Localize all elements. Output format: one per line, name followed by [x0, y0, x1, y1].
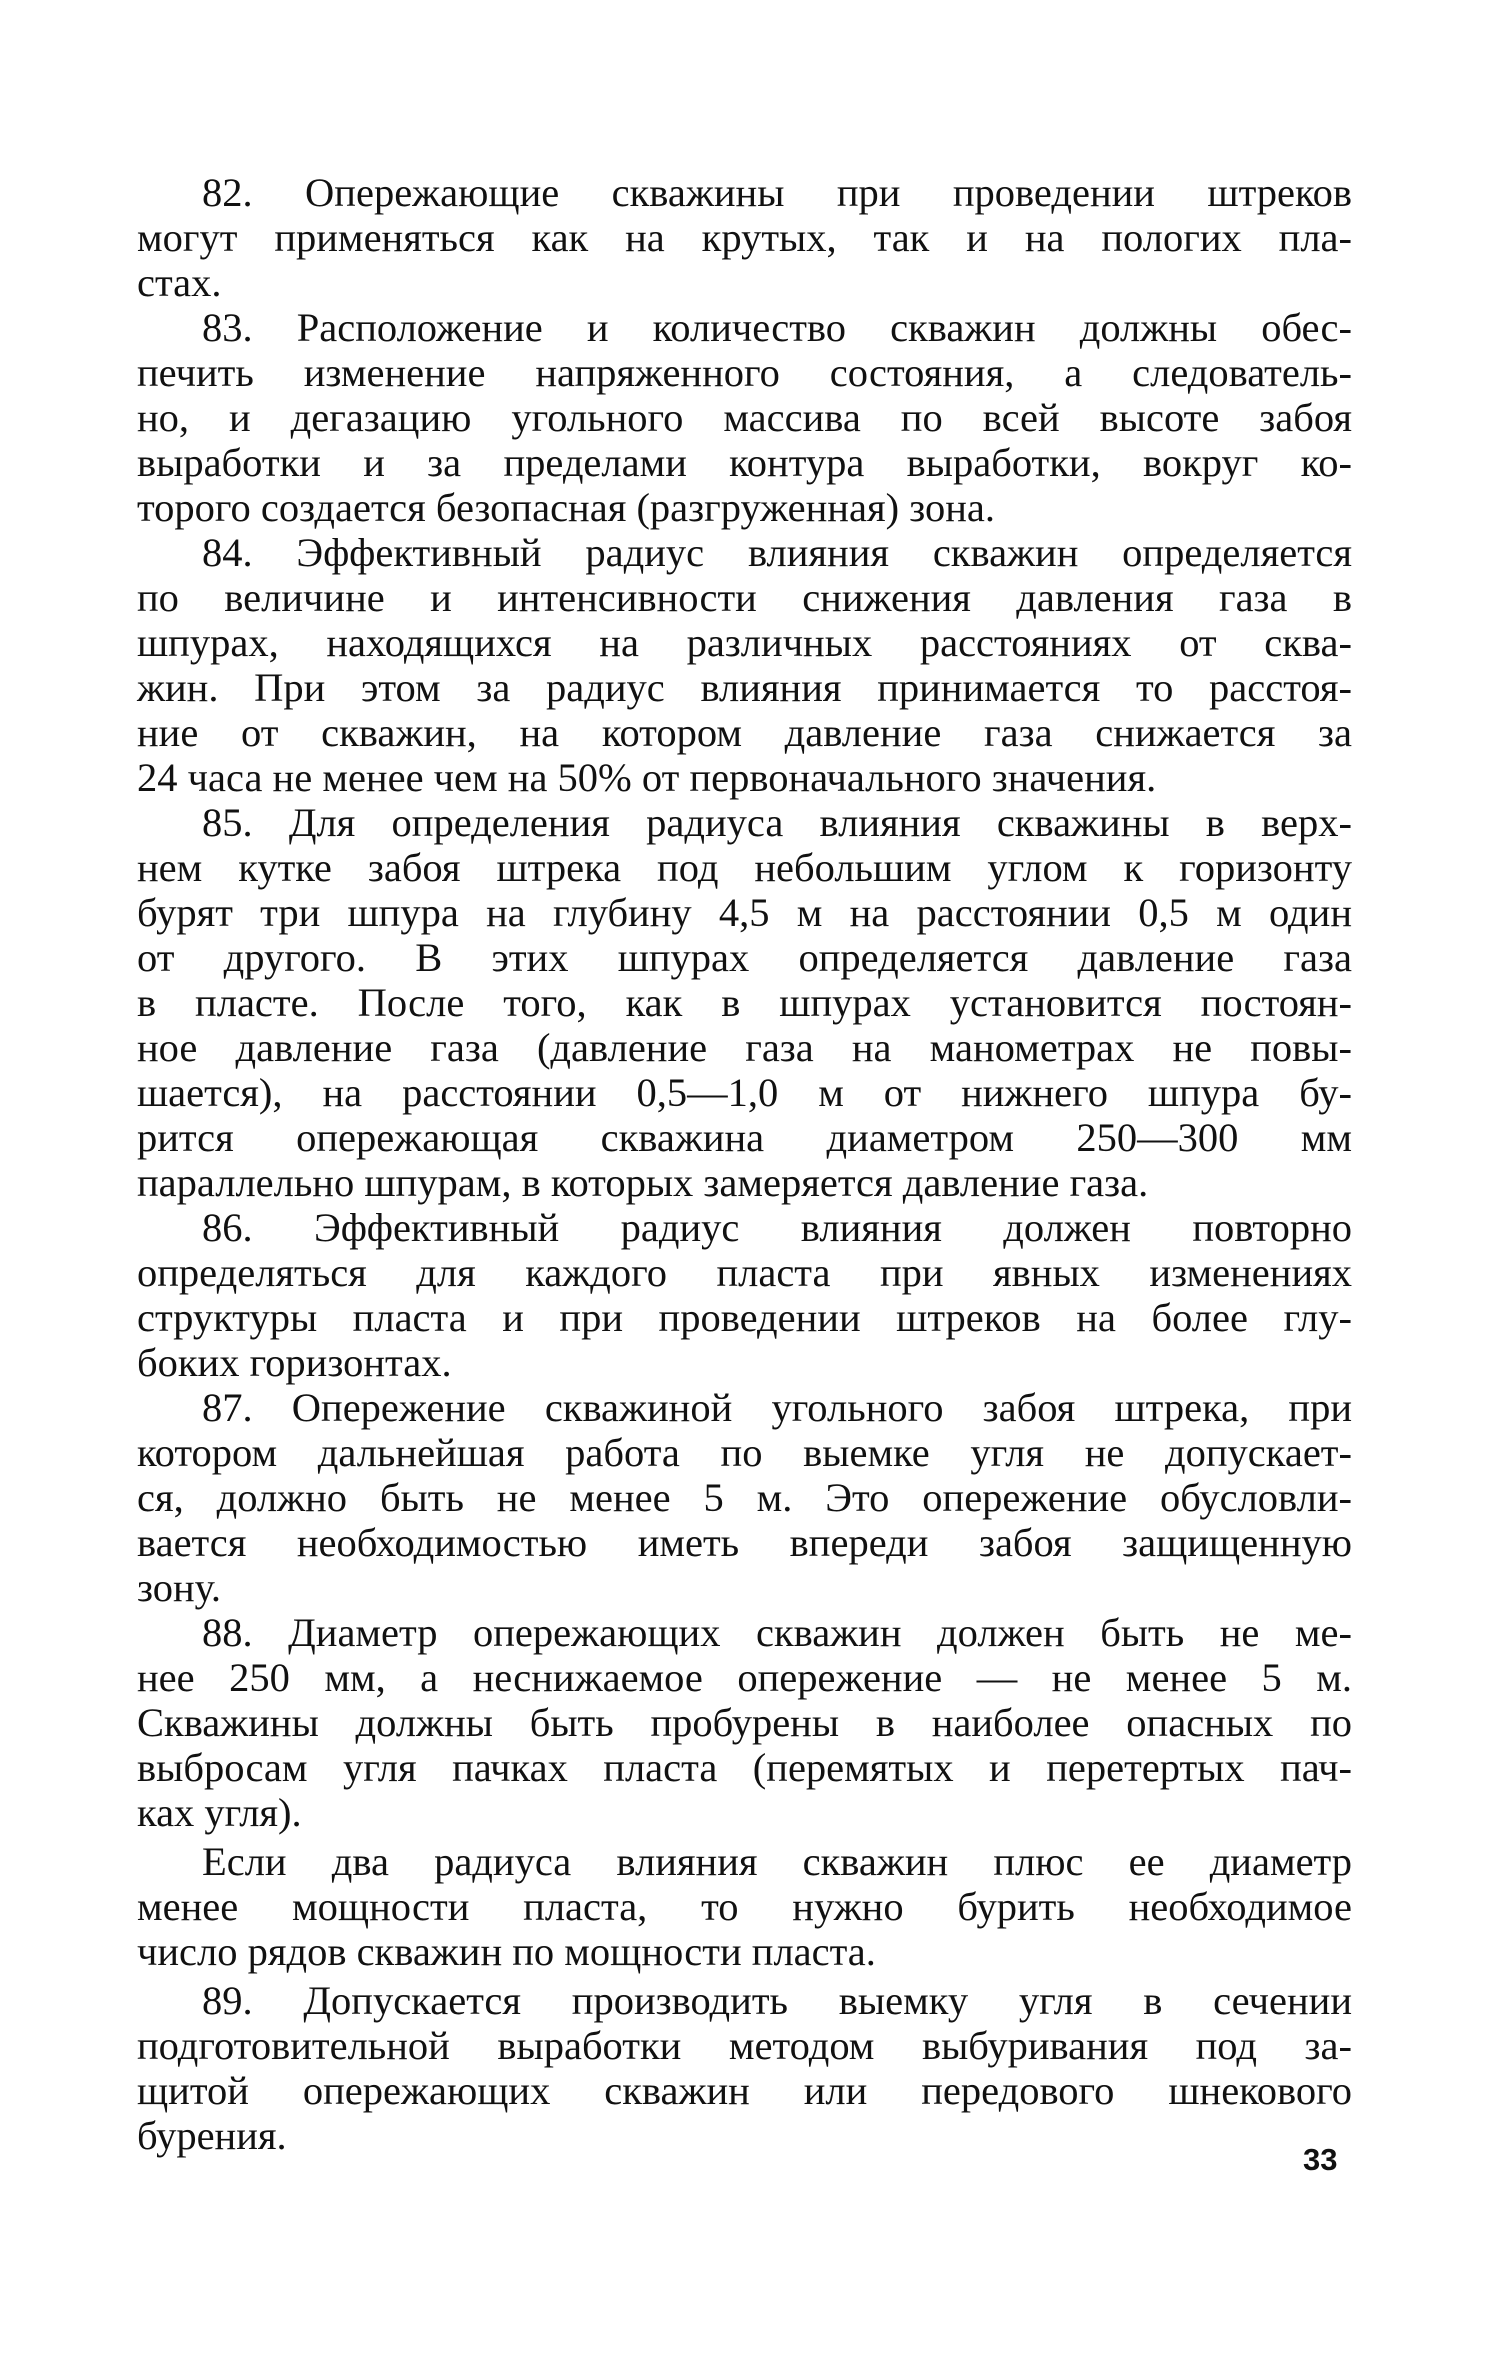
text-line: нем кутке забоя штрека под небольшим углом к горизонту — [137, 845, 1352, 890]
text-line: шпурах, находящихся на различных расстояниях от сква- — [137, 620, 1352, 665]
text-line: ках угля). — [137, 1790, 302, 1835]
text-line: ное давление газа (давление газа на манометрах не повы- — [137, 1025, 1352, 1070]
text-line: ние от скважин, на котором давление газа снижается за — [137, 710, 1352, 755]
text-line: 89. Допускается производить выемку угля в сечении — [202, 1978, 1352, 2023]
text-line: могут применяться как на крутых, так и на пологих пла- — [137, 215, 1352, 260]
paragraph-88-continued — [137, 1839, 1352, 1974]
text-line: 24 часа не менее чем на 50% от первоначального значения. — [137, 755, 1157, 800]
text-line: менее мощности пласта, то нужно бурить необходимое — [137, 1884, 1352, 1929]
text-line: Если два радиуса влияния скважин плюс ее диаметр — [202, 1839, 1352, 1884]
text-line: но, и дегазацию угольного массива по всей высоте забоя — [137, 395, 1352, 440]
text-line: печить изменение напряженного состояния, а следователь- — [137, 350, 1352, 395]
text-line: ся, должно быть не менее 5 м. Это опережение обусловли- — [137, 1475, 1352, 1520]
text-line: 88. Диаметр опережающих скважин должен быть не ме- — [202, 1610, 1352, 1655]
text-line: 85. Для определения радиуса влияния скважины в верх- — [202, 800, 1352, 845]
text-line: структуры пласта и при проведении штреков на более глу- — [137, 1295, 1352, 1340]
text-line: подготовительной выработки методом выбуривания под за- — [137, 2023, 1352, 2068]
text-line: боких горизонтах. — [137, 1340, 452, 1385]
paragraph-88 — [137, 1610, 1352, 1835]
text-line: Скважины должны быть пробурены в наиболее опасных по — [137, 1700, 1352, 1745]
paragraph-82 — [137, 170, 1352, 305]
text-line: в пласте. После того, как в шпурах установится постоян- — [137, 980, 1352, 1025]
text-line: по величине и интенсивности снижения давления газа в — [137, 575, 1352, 620]
text-line: определяться для каждого пласта при явных изменениях — [137, 1250, 1352, 1295]
paragraph-85 — [137, 800, 1352, 1205]
paragraph-87 — [137, 1385, 1352, 1610]
paragraph-84 — [137, 530, 1352, 800]
text-line: 86. Эффективный радиус влияния должен повторно — [202, 1205, 1352, 1250]
text-line: параллельно шпурам, в которых замеряется давление газа. — [137, 1160, 1149, 1205]
paragraph-89 — [137, 1978, 1352, 2158]
text-line: 84. Эффективный радиус влияния скважин определяется — [202, 530, 1352, 575]
text-line: стах. — [137, 260, 222, 305]
text-line: 82. Опережающие скважины при проведении штреков — [202, 170, 1352, 215]
text-line: выработки и за пределами контура выработки, вокруг ко- — [137, 440, 1352, 485]
text-line: бурения. — [137, 2113, 287, 2158]
text-line: от другого. В этих шпурах определяется давление газа — [137, 935, 1352, 980]
page-number: 33 — [1303, 2142, 1338, 2177]
text-line: зону. — [137, 1565, 222, 1610]
text-line: выбросам угля пачках пласта (перемятых и перетертых пач- — [137, 1745, 1352, 1790]
text-line: торого создается безопасная (разгруженная) зона. — [137, 485, 995, 530]
text-line: котором дальнейшая работа по выемке угля не допускает- — [137, 1430, 1352, 1475]
paragraph-86 — [137, 1205, 1352, 1385]
paragraph-83 — [137, 305, 1352, 530]
text-line: шается), на расстоянии 0,5—1,0 м от нижнего шпура бу- — [137, 1070, 1352, 1115]
text-line: 83. Расположение и количество скважин должны обес- — [202, 305, 1352, 350]
text-line: рится опережающая скважина диаметром 250—300 мм — [137, 1115, 1352, 1160]
text-line: 87. Опережение скважиной угольного забоя штрека, при — [202, 1385, 1352, 1430]
text-line: бурят три шпура на глубину 4,5 м на расстоянии 0,5 м один — [137, 890, 1352, 935]
page-body — [137, 170, 1352, 2158]
text-line: жин. При этом за радиус влияния принимается то расстоя- — [137, 665, 1352, 710]
text-line: щитой опережающих скважин или передового шнекового — [137, 2068, 1352, 2113]
text-line: нее 250 мм, а неснижаемое опережение — не менее 5 м. — [137, 1655, 1352, 1700]
text-line: число рядов скважин по мощности пласта. — [137, 1929, 876, 1974]
text-line: вается необходимостью иметь впереди забоя защищенную — [137, 1520, 1352, 1565]
